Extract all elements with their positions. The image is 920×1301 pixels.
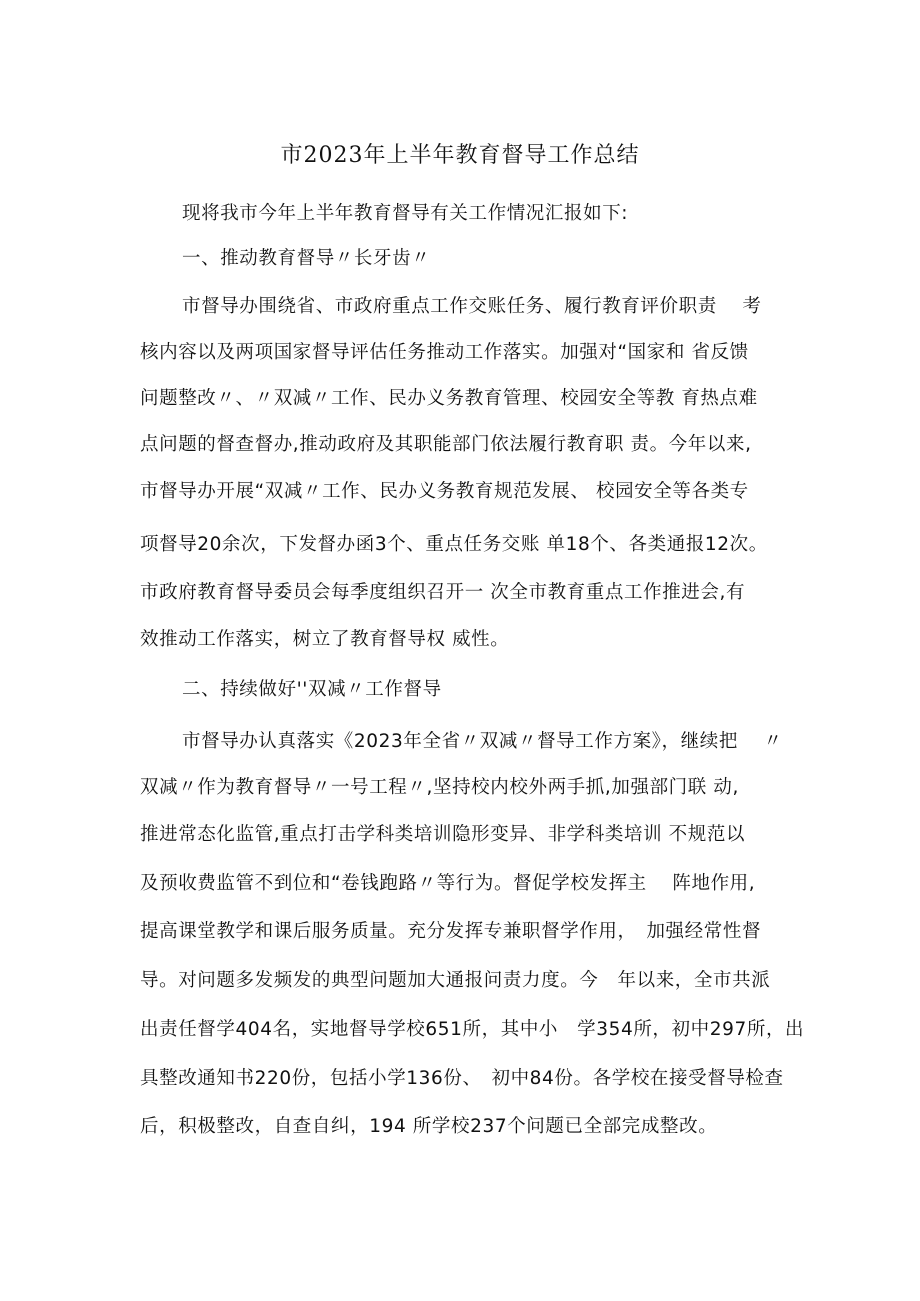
- intro-line: 现将我市今年上半年教育督导有关工作情况汇报如下:: [182, 203, 629, 224]
- paragraph-2-line-2: 双减〃作为教育督导〃一号工程〃,坚持校内校外两手抓,加强部门联 动,: [140, 777, 739, 798]
- paragraph-2-line-6: 导。对问题多发频发的典型问题加大通报问责力度。今 年以来，全市共派: [140, 970, 771, 991]
- paragraph-1-line-5: 市督导办开展“双减〃工作、民办义务教育规范发展、 校园安全等各类专: [140, 481, 749, 502]
- paragraph-2-line-7: 出责任督学404名，实地督导学校651所，其中小 学354所，初中297所，出: [140, 1019, 805, 1040]
- paragraph-2-line-5: 提高课堂教学和课后服务质量。充分发挥专兼职督学作用， 加强经常性督: [140, 921, 762, 942]
- paragraph-1-line-6: 项督导20余次，下发督办函3个、重点任务交账 单18个、各类通报12次。: [140, 534, 768, 555]
- paragraph-1-line-4: 点问题的督查督办,推动政府及其职能部门依法履行教育职 责。今年以来,: [140, 434, 752, 455]
- paragraph-1-line-7: 市政府教育督导委员会每季度组织召开一 次全市教育重点工作推进会,有: [140, 582, 746, 603]
- paragraph-2-line-1: 市督导办认真落实《2023年全省〃双减〃督导工作方案》，继续把 〃: [182, 731, 783, 752]
- section-heading-1: 一、推动教育督导〃长牙齿〃: [182, 248, 431, 269]
- paragraph-2-line-9: 后，积极整改，自查自纠，194 所学校237个问题已全部完成整改。: [140, 1116, 718, 1137]
- document-title: 市2023年上半年教育督导工作总结: [280, 143, 640, 168]
- paragraph-2-line-4: 及预收费监管不到位和“卷钱跑路〃等行为。督促学校发挥主 阵地作用,: [140, 873, 756, 894]
- paragraph-1-line-8: 效推动工作落实，树立了教育督导权 威性。: [140, 629, 510, 650]
- section-heading-2: 二、持续做好''双减〃工作督导: [182, 679, 442, 700]
- paragraph-1-line-3: 问题整改〃、〃双减〃工作、民办义务教育管理、校园安全等教 育热点难: [140, 388, 758, 409]
- paragraph-2-line-3: 推进常态化监管,重点打击学科类培训隐形变异、非学科类培训 不规范以: [140, 824, 746, 845]
- paragraph-2-line-8: 具整改通知书220份，包括小学136份、 初中84份。各学校在接受督导检查: [140, 1068, 784, 1089]
- paragraph-1-line-1: 市督导办围绕省、市政府重点工作交账任务、履行教育评价职责 考: [182, 296, 762, 317]
- paragraph-1-line-2: 核内容以及两项国家督导评估任务推动工作落实。加强对“国家和 省反馈: [140, 342, 749, 363]
